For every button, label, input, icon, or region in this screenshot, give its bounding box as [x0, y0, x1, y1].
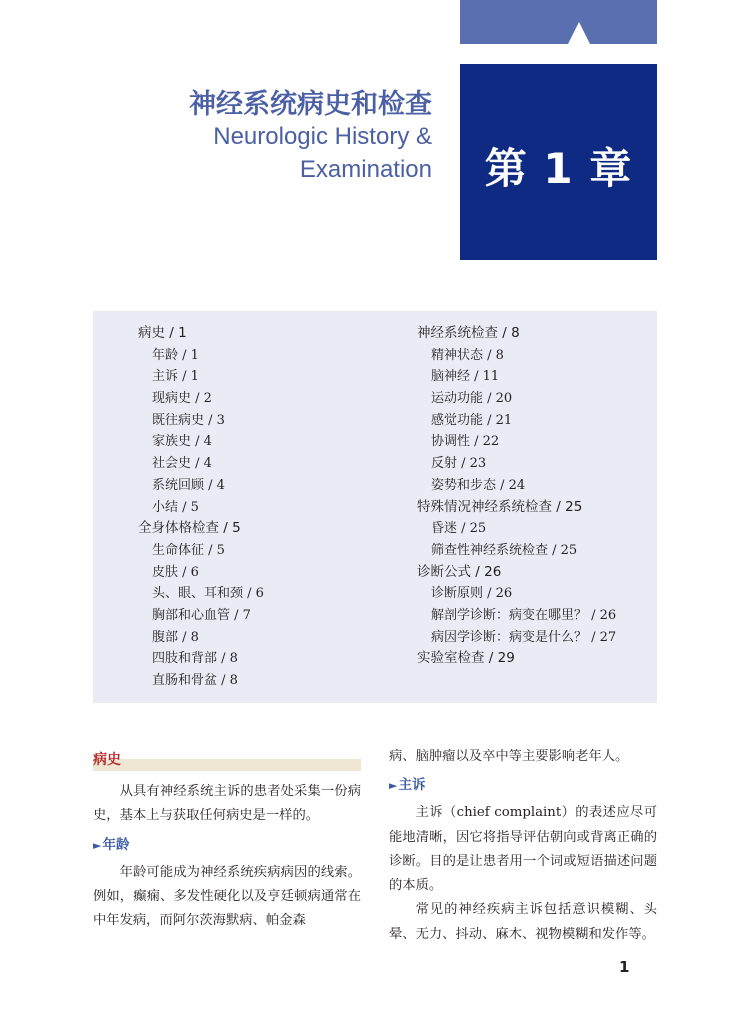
toc-subentry: 胸部和心血管 / 7: [152, 607, 251, 623]
toc-subentry: 小结 / 5: [152, 499, 199, 515]
toc-subentry: 反射 / 23: [431, 456, 487, 472]
subheading-chief-complaint: [389, 773, 657, 797]
toc-subentry: 协调性 / 22: [431, 434, 500, 450]
toc-subentry: 诊断原则 / 26: [431, 586, 513, 602]
toc-section-entry: 特殊情况神经系统检查 / 25: [417, 498, 583, 515]
toc-subentry: 脑神经 / 11: [431, 369, 500, 385]
toc-subentry: 系统回顾 / 4: [152, 477, 225, 493]
toc-subentry: 病因学诊断：病变是什么？ / 27: [431, 629, 617, 645]
toc-subentry: 皮肤 / 6: [152, 564, 199, 580]
toc-subentry: 解剖学诊断：病变在哪里？ / 26: [431, 607, 617, 623]
triangle-bullet-icon: ►: [93, 838, 102, 852]
body-left-column: [93, 745, 361, 933]
toc-subentry: 头、眼、耳和颈 / 6: [152, 586, 264, 602]
triangle-bullet-icon: ►: [389, 779, 398, 793]
toc-section-entry: 诊断公式 / 26: [417, 563, 502, 580]
chapter-number-block: [460, 64, 657, 260]
toc-subentry: 姿势和步态 / 24: [431, 477, 526, 493]
toc-subentry: 四肢和背部 / 8: [152, 651, 238, 667]
chapter-title-cn: 神经系统病史和检查: [189, 89, 432, 120]
toc-subentry: 筛查性神经系统检查 / 25: [431, 542, 578, 558]
table-of-contents: [93, 311, 657, 703]
paragraph-chief-complaint-2: 常见的神经疾病主诉包括意识模糊、头晕、无力、抖动、麻木、视物模糊和发作等。: [389, 902, 657, 942]
toc-subentry: 主诉 / 1: [152, 369, 199, 385]
chapter-title-en-line1: Neurologic History &: [213, 123, 432, 150]
toc-left-column: [138, 323, 264, 692]
chapter-title-en-line2: Examination: [299, 156, 432, 183]
subheading-age: [93, 833, 361, 857]
paragraph-age-continued: 病、脑肿瘤以及卒中等主要影响老年人。: [389, 749, 629, 764]
subheading-age-label: 年龄: [102, 836, 130, 853]
page-number: 1: [619, 958, 630, 976]
toc-subentry: 家族史 / 4: [152, 434, 212, 450]
toc-subentry: 昏迷 / 25: [431, 521, 487, 537]
toc-subentry: 年龄 / 1: [152, 347, 199, 363]
toc-subentry: 感觉功能 / 21: [431, 412, 513, 428]
toc-subentry: 腹部 / 8: [152, 629, 199, 645]
section-heading-history: 病史: [93, 749, 361, 771]
toc-subentry: 精神状态 / 8: [431, 347, 504, 363]
toc-section-entry: 神经系统检查 / 8: [417, 325, 520, 341]
toc-section-entry: 全身体格检查 / 5: [138, 520, 241, 537]
toc-right-column: [417, 323, 616, 670]
top-color-bar: [460, 0, 657, 44]
paragraph-history: 从具有神经系统主诉的患者处采集一份病史，基本上与获取任何病史是一样的。: [93, 784, 361, 824]
paragraph-age: 年龄可能成为神经系统疾病病因的线索。例如，癫痫、多发性硬化以及亨廷顿病通常在中年发病，而阿尔茨海默病、帕金森: [93, 864, 361, 929]
triangle-marker-icon: [568, 22, 590, 44]
toc-subentry: 既往病史 / 3: [152, 412, 225, 428]
chapter-number: 第 1 章: [484, 144, 633, 193]
toc-subentry: 直肠和骨盆 / 8: [152, 673, 238, 688]
paragraph-chief-complaint-1: 主诉（chief complaint）的表述应尽可能地清晰，因它将指导评估朝向或背离正确的诊断。目的是让患者用一个词或短语描述问题的本质。: [389, 805, 657, 894]
toc-section-entry: 病史 / 1: [138, 325, 187, 341]
toc-subentry: 生命体征 / 5: [152, 542, 225, 558]
toc-subentry: 社会史 / 4: [152, 456, 212, 472]
chapter-title-en: [213, 120, 432, 186]
toc-section-entry: 实验室检查 / 29: [417, 650, 515, 667]
toc-subentry: 运动功能 / 20: [431, 391, 513, 407]
toc-subentry: 现病史 / 2: [152, 391, 212, 407]
subheading-chief-complaint-label: 主诉: [398, 777, 426, 794]
body-right-column: [389, 745, 657, 947]
